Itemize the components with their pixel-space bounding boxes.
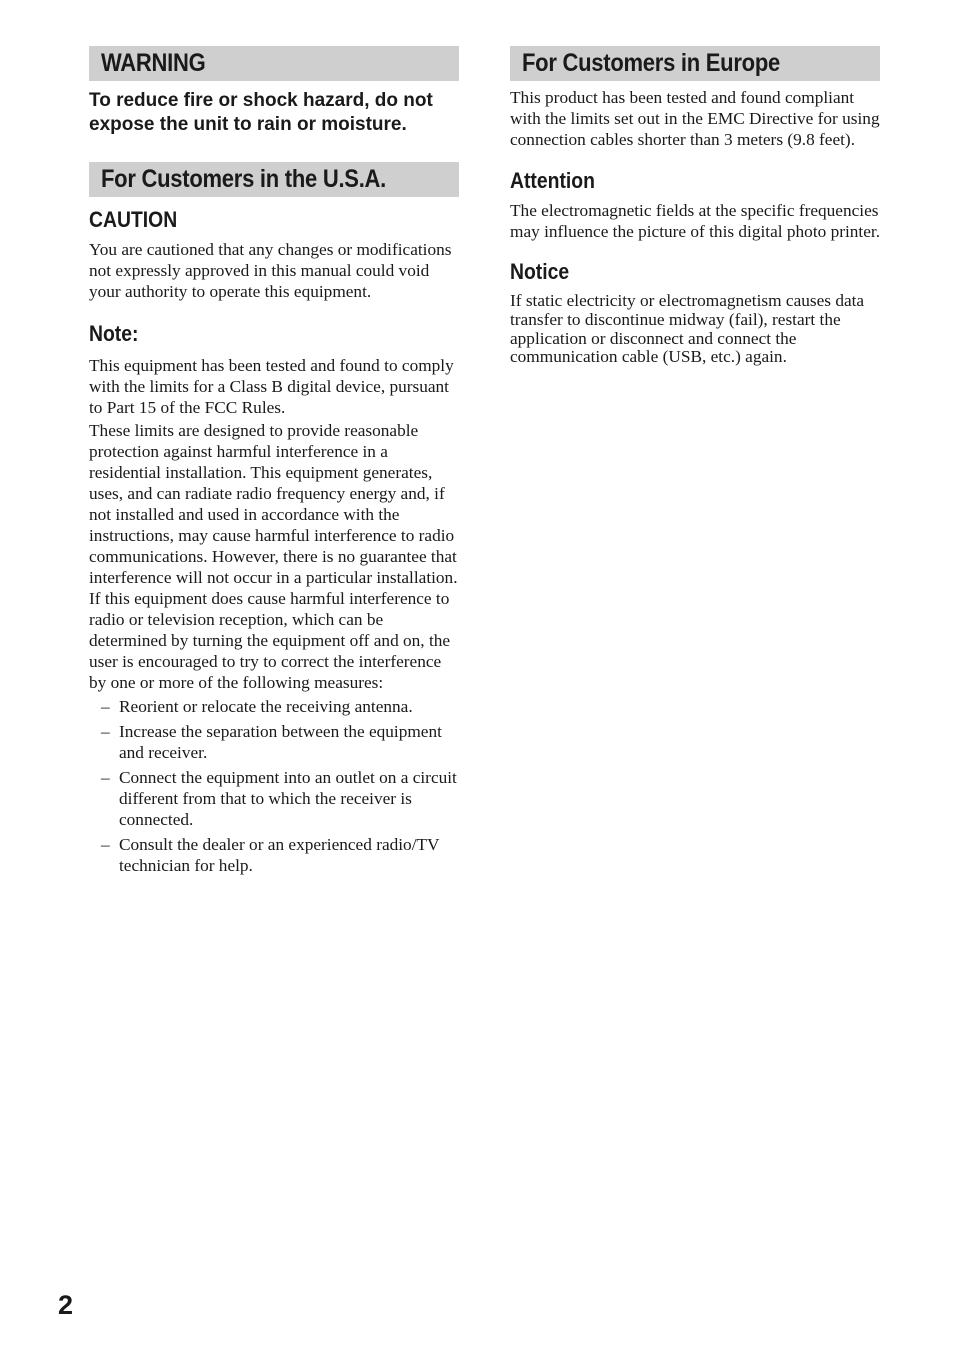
dash-marker: – <box>101 768 110 787</box>
right-column <box>510 46 880 367</box>
list-item: – Increase the separation between the equipment and receiver. <box>101 722 442 762</box>
list-item: – Reorient or relocate the receiving antenna. <box>101 697 413 716</box>
note-paragraph-1: This equipment has been tested and found to comply with the limits for a Class B digital device, pursuant to Part 15 of the FCC Rules. <box>89 356 454 417</box>
dash-marker: – <box>101 722 110 741</box>
dash-marker: – <box>101 835 110 854</box>
notice-text: If static electricity or electromagnetism causes data transfer to discontinue midway (fail), restart the application or disconnect and connect the communication cable (USB, etc.) again. <box>510 291 865 367</box>
caution-heading: CAUTION <box>89 207 178 232</box>
europe-text: This product has been tested and found compliant with the limits set out in the EMC Directive for using connection cables shorter than 3 meters (9.8 feet). <box>510 88 880 149</box>
list-item: – Connect the equipment into an outlet on a circuit different from that to which the receiver is connected. <box>101 768 457 829</box>
note-heading: Note: <box>89 321 139 346</box>
list-item: – Consult the dealer or an experienced radio/TV technician for help. <box>101 835 440 875</box>
page-number: 2 <box>58 1290 74 1320</box>
warning-text: To reduce fire or shock hazard, do not expose the unit to rain or moisture. <box>89 90 433 135</box>
measures-list <box>89 696 459 876</box>
attention-text: The electromagnetic fields at the specific frequencies may influence the picture of this digital photo printer. <box>510 201 881 241</box>
note-paragraph-2: These limits are designed to provide reasonable protection against harmful interference in a residential installation. This equipment generates, uses, and can radiate radio frequency energy and, if not installed and used in accordance with the instructions, may cause harmful interference to radio communications. However, there is no guarantee that interference will not occur in a particular installation. If this equipment does cause harmful interference to radio or television reception, which can be determined by turning the equipment off and on, the user is encouraged to try to correct the interference by one or more of the following measures: <box>89 421 458 692</box>
left-column <box>89 46 459 880</box>
dash-marker: – <box>101 697 110 716</box>
warning-heading: WARNING <box>89 46 459 81</box>
caution-text: You are cautioned that any changes or modifications not expressly approved in this manual could void your authority to operate this equipment. <box>89 240 452 301</box>
notice-heading: Notice <box>510 259 570 284</box>
attention-heading: Attention <box>510 168 595 193</box>
usa-heading: For Customers in the U.S.A. <box>89 162 459 197</box>
europe-heading: For Customers in Europe <box>510 46 880 81</box>
